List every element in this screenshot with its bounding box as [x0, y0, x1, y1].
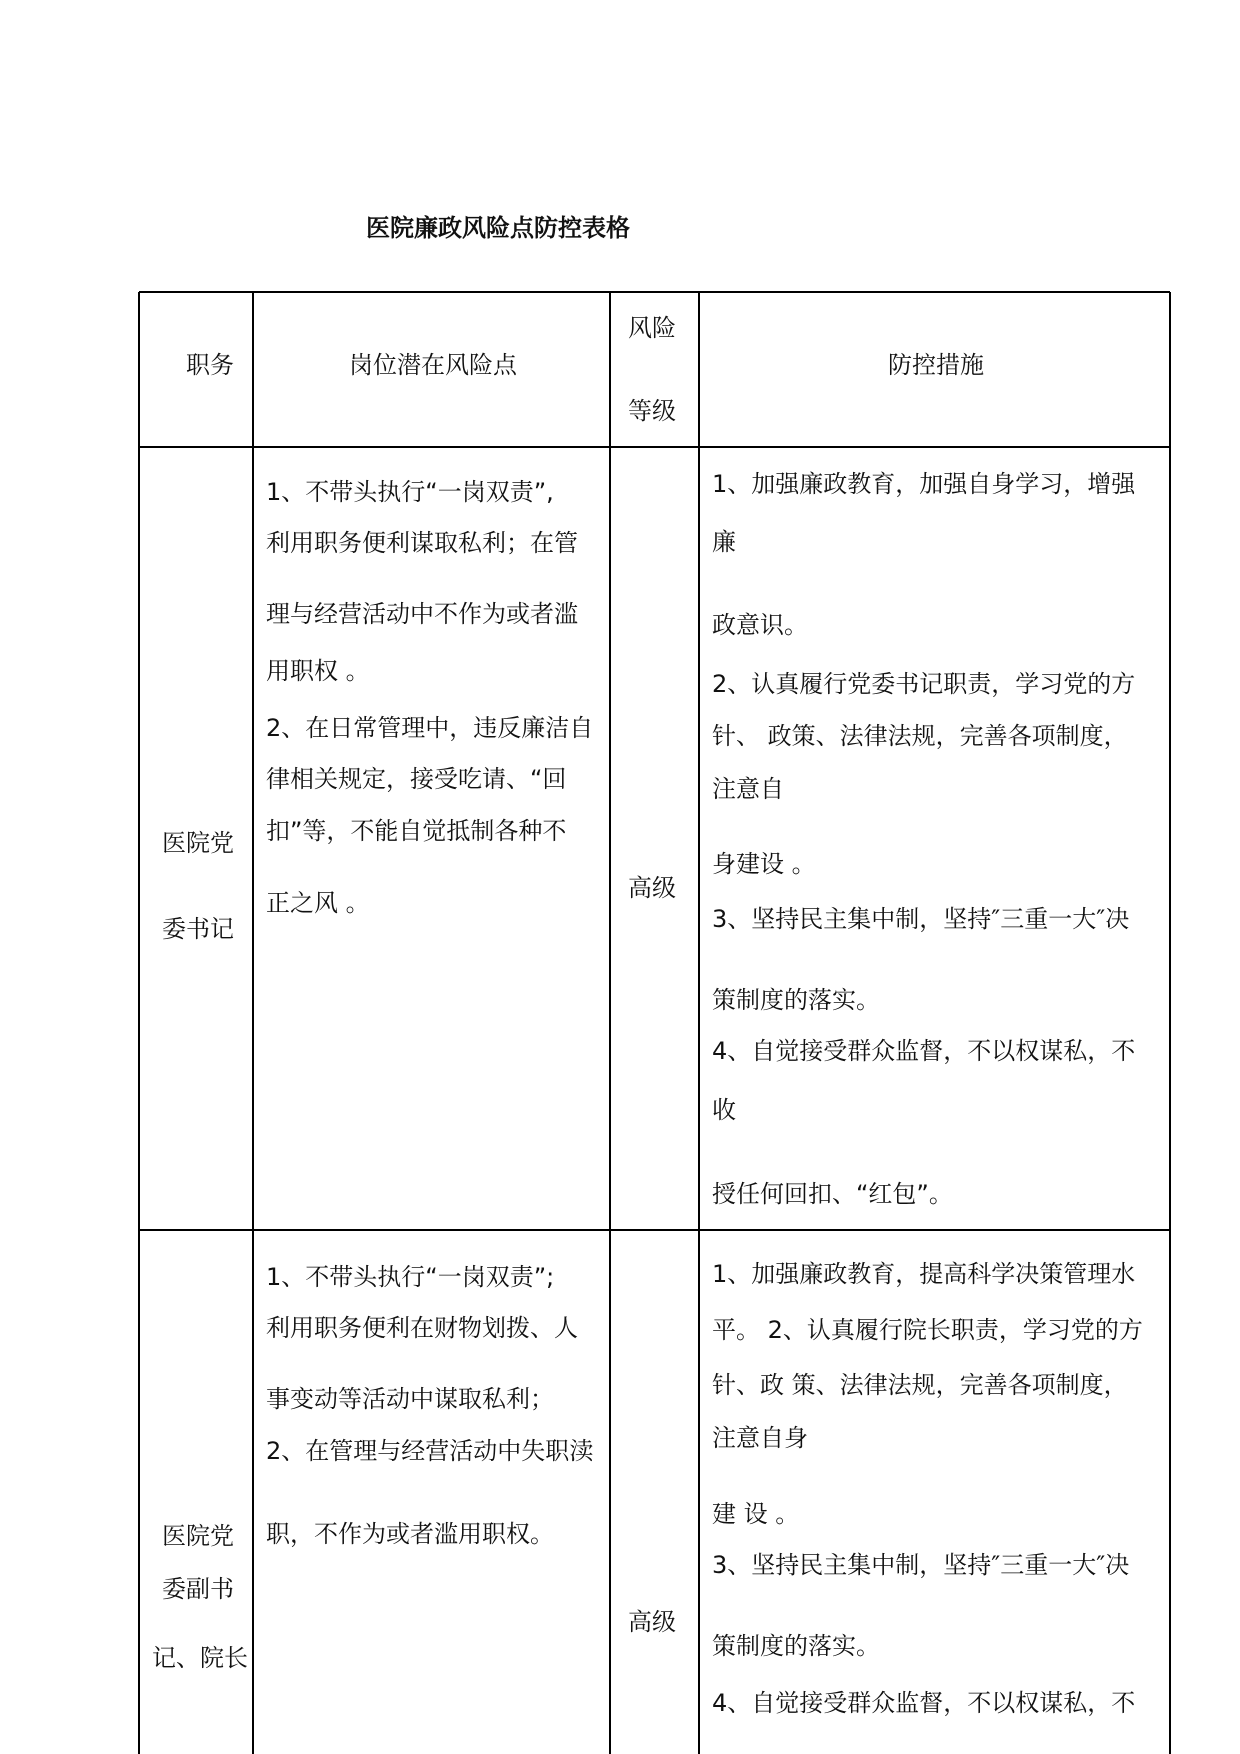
row2-measure-line: 4、自觉接受群众监督，不以权谋私，不: [712, 1689, 1136, 1717]
document-title: 医院廉政风险点防控表格: [366, 214, 630, 242]
row2-risk-line: 事变动等活动中谋取私利；: [266, 1385, 554, 1413]
row1-position-line: 委书记: [162, 915, 234, 943]
row1-measure-line: 注意自: [712, 775, 784, 803]
row2-risk-line: 2、在管理与经营活动中失职渎: [266, 1437, 594, 1465]
row1-measure-line: 4、自觉接受群众监督，不以权谋私，不: [712, 1037, 1136, 1065]
row2-position-line: 医院党: [162, 1522, 234, 1550]
row2-measure-line: 注意自身: [712, 1424, 808, 1452]
row1-risk-level: 高级: [628, 874, 676, 902]
row1-risk-line: 律相关规定，接受吃请、“回: [266, 765, 567, 793]
row2-measure-line: 建 设 。: [712, 1500, 800, 1528]
row2-risk-line: 职，不作为或者滥用职权。: [266, 1520, 554, 1548]
row1-measure-line: 收: [712, 1096, 736, 1124]
row1-measure-line: 身建设 。: [712, 850, 816, 878]
row1-risk-line: 利用职务便利谋取私利；在管: [266, 529, 578, 557]
row1-risk-line: 1、不带头执行“一岗双责”,: [266, 478, 554, 506]
row2-measure-line: 策制度的落实。: [712, 1632, 880, 1660]
row1-measure-line: 针、 政策、法律法规，完善各项制度，: [712, 722, 1128, 750]
row2-risk-line: 1、不带头执行“一岗双责”;: [266, 1263, 555, 1291]
header-risk-level-line2: 等级: [628, 397, 676, 425]
row1-measure-line: 2、认真履行党委书记职责，学习党的方: [712, 670, 1136, 698]
row2-position-line: 委副书: [162, 1575, 234, 1603]
row2-position-line: 记、院长: [152, 1644, 248, 1672]
row2-risk-level: 高级: [628, 1608, 676, 1636]
row1-measure-line: 廉: [712, 528, 736, 556]
row1-measure-line: 授任何回扣、“红包”。: [712, 1180, 953, 1208]
row1-measure-line: 1、加强廉政教育，加强自身学习，增强: [712, 470, 1136, 498]
row2-risk-line: 利用职务便利在财物划拨、人: [266, 1314, 578, 1342]
row2-measure-line: 1、加强廉政教育，提高科学决策管理水: [712, 1260, 1136, 1288]
row2-measure-line: 针、政 策、法律法规，完善各项制度，: [712, 1371, 1128, 1399]
row1-risk-line: 正之风 。: [266, 889, 370, 917]
header-risk-level-line1: 风险: [628, 314, 676, 342]
row1-risk-line: 用职权 。: [266, 657, 370, 685]
header-measures: 防控措施: [888, 351, 984, 379]
header-position: 职务: [186, 351, 234, 379]
row1-measure-line: 策制度的落实。: [712, 986, 880, 1014]
row2-measure-line: 平。 2、认真履行院长职责，学习党的方: [712, 1316, 1143, 1344]
row1-measure-line: 3、坚持民主集中制，坚持″三重一大″决: [712, 905, 1130, 933]
row1-measure-line: 政意识。: [712, 611, 808, 639]
row1-risk-line: 理与经营活动中不作为或者滥: [266, 600, 578, 628]
row1-position-line: 医院党: [162, 829, 234, 857]
row2-measure-line: 3、坚持民主集中制，坚持″三重一大″决: [712, 1551, 1130, 1579]
row1-risk-line: 2、在日常管理中，违反廉洁自: [266, 714, 594, 742]
row1-risk-line: 扣”等，不能自觉抵制各种不: [266, 817, 567, 845]
header-risk-points: 岗位潜在风险点: [349, 351, 517, 379]
